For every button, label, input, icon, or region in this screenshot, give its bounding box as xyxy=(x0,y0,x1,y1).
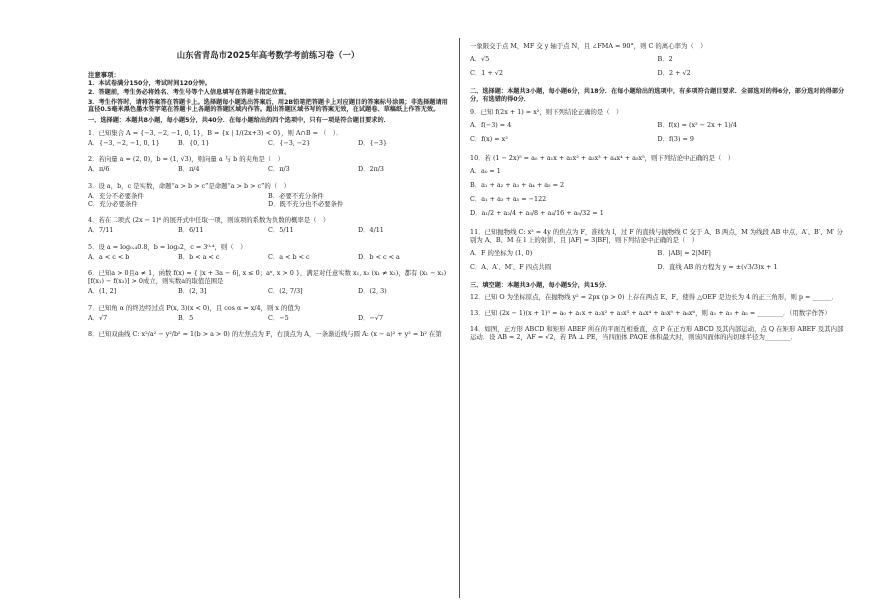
option-a[interactable]: A．π/6 xyxy=(88,165,110,174)
option-c[interactable]: C．π/3 xyxy=(268,165,290,174)
question-stem: 13．已知 (2x − 1)(x + 1)⁵ = a₀ + a₁x + a₂x² + a₃x³ + a₄x⁴ + a₅x⁵ + a₆x⁶，则 a₁ + a₃ + a₅ = ________．（用数字作答） xyxy=(470,309,831,318)
question-block xyxy=(470,154,845,220)
option-c[interactable]: C．1 + √2 xyxy=(470,69,503,77)
option-a[interactable]: A．a₀ = 1 xyxy=(470,166,501,175)
question-stem: 11．已知抛物线 C: x² = 4y 的焦点为 F，准线为 l，过 F 的直线与抛物线 C 交于 A、B 两点，M 为线段 AB 中点，A′、B′、M′ 分别为 A、B、M 在 l 上的射影，且 |AF| = 3|BF|，则下列结论中正确的是（ ） xyxy=(470,227,843,244)
right-question-list xyxy=(470,108,845,274)
option-b[interactable]: B．5 xyxy=(178,313,194,322)
fill-question-14 xyxy=(470,325,845,341)
option-d[interactable]: D．4/11 xyxy=(358,226,384,235)
option-c[interactable]: C．{−3, −2} xyxy=(268,138,311,147)
question-options xyxy=(470,118,845,146)
option-a[interactable]: A．f(−3) = 4 xyxy=(470,120,512,129)
question-block xyxy=(88,155,448,173)
column-divider xyxy=(459,38,460,598)
question-block xyxy=(88,216,448,234)
option-b[interactable]: B．f(x) = (x² − 2x + 1)/4 xyxy=(657,120,737,129)
option-d[interactable]: D．b < c < a xyxy=(358,252,400,261)
option-a[interactable]: A．F 的坐标为 (1, 0) xyxy=(470,248,533,257)
question-options xyxy=(88,165,448,173)
notice-heading: 注意事项： xyxy=(88,70,120,79)
notice-item: 1．本试卷满分150分，考试时间120分钟。 xyxy=(88,80,211,87)
option-c[interactable]: C．(2, 7/3] xyxy=(268,287,303,296)
question-block xyxy=(88,269,448,295)
question-options xyxy=(470,164,845,220)
question-stem: 12．已知 O 为坐标原点，在抛物线 y² = 2px (p > 0) 上存在两点 E、F，使得 △OEF 是边长为 4 的正三角形，则 p = ______． xyxy=(470,293,839,302)
option-d[interactable]: D．既不充分也不必要条件 xyxy=(268,199,344,208)
option-d[interactable]: D．f(3) = 9 xyxy=(657,134,694,143)
option-a[interactable]: A．√5 xyxy=(470,55,490,63)
option-d[interactable]: D．2 + √2 xyxy=(657,69,691,77)
question-options xyxy=(88,139,448,147)
question-options xyxy=(88,287,448,295)
option-a[interactable]: A．√7 xyxy=(88,313,108,322)
option-b[interactable]: B．6/11 xyxy=(178,226,204,235)
option-b[interactable]: B．π/4 xyxy=(178,165,200,174)
left-column xyxy=(88,40,448,347)
option-b[interactable]: B．2 xyxy=(657,55,673,63)
option-d[interactable]: D．(2, 3) xyxy=(358,287,387,296)
question-stem: 2．若向量 a = (2, 0)，b = (1, √3)，则向量 a 与 b 的夹角是（ ） xyxy=(88,155,284,164)
option-a[interactable]: A．充分不必要条件 xyxy=(88,191,144,200)
notice-item: 3．考生作答时，请将答案答在答题卡上。选择题每小题选出答案后，用2B铅笔把答题卡上对应题目的答案标号涂黑；非选择题请用直径0.5毫米黑色墨水签字笔在答题卡上各题的答题区域内作答。超出答题区域书写的答案无效，在试题卷、草稿纸上作答无效。 xyxy=(88,98,448,114)
right-column xyxy=(470,42,845,349)
option-c[interactable]: C．A、A′、M′、F 四点共圆 xyxy=(470,262,552,271)
option-b[interactable]: B．必要不充分条件 xyxy=(268,191,324,200)
option-d[interactable]: D．{−3} xyxy=(358,138,388,147)
option-a[interactable]: A．a < c < b xyxy=(88,252,130,261)
section-two-heading: 二、选择题：本题共3小题，每小题6分，共18分．在每小题给出的选项中，有多项符合题目要求．全部选对的得6分，部分选对的得部分分，有选错的得0分． xyxy=(470,88,845,103)
option-d[interactable]: D．2π/3 xyxy=(358,165,384,174)
question-stem: 7．已知角 α 的终边经过点 P(x, 3)(x < 0)，且 cos α = x/4，则 x 的值为 xyxy=(88,303,301,312)
option-d[interactable]: D．a₁/2 + a₂/4 + a₃/8 + a₄/16 + a₅/32 = 1 xyxy=(470,208,604,217)
question-stem: 1．已知集合 A = {−3, −2, −1, 0, 1}，B = {x | 1/(2x+3) < 0}，则 A∩B = （ ）． xyxy=(88,128,343,137)
question-block xyxy=(88,304,448,322)
question-block xyxy=(470,108,845,146)
question-8-continued xyxy=(470,42,845,80)
option-b[interactable]: B．|AB| = 2|MF| xyxy=(657,248,711,257)
question-options xyxy=(88,192,448,208)
option-b[interactable]: B．{0, 1} xyxy=(178,138,210,147)
option-c[interactable]: C．−5 xyxy=(268,313,289,322)
option-d[interactable]: D．−√7 xyxy=(358,313,384,322)
option-a[interactable]: A．7/11 xyxy=(88,226,114,235)
question-stem: 9．已知 f(2x + 1) = x²，则下列结论正确的是（ ） xyxy=(470,107,623,116)
option-b[interactable]: B．b < a < c xyxy=(178,252,220,261)
notice-item: 2．答题前，考生务必将姓名、考生号等个人信息填写在答题卡指定位置。 xyxy=(88,89,291,97)
question-stem: 3．设 a，b，c 是实数，命题“a > b > c”是命题“a > b > c”的（ ） xyxy=(88,181,290,190)
question-stem: 14．如图，正方形 ABCD 和矩形 ABEF 所在的平面互相垂直，点 P 在正方形 ABCD 及其内部运动，点 Q 在矩形 ABEF 及其内部运动．设 AB = 2，AF = √2，若 PA ⊥ PE，当四面体 PAQE 体积最大时，则该四面体的内切球半径为________． xyxy=(470,325,844,342)
question-block xyxy=(88,182,448,208)
option-a[interactable]: A．{−3, −2, −1, 0, 1} xyxy=(88,138,160,147)
section-one-heading: 一、选择题：本题共8小题，每小题5分，共40分．在每小题给出的四个选项中，只有一项是符合题目要求的． xyxy=(88,117,390,124)
question-stem: 一象限交于点 M，MF 交 y 轴于点 N，且 ∠FMA = 90°，则 C 的离心率为（ ） xyxy=(470,42,707,50)
fill-question-13 xyxy=(470,309,845,317)
question-block xyxy=(88,243,448,261)
question-block xyxy=(88,129,448,147)
question-options xyxy=(88,253,448,261)
option-b[interactable]: B．a₁ + a₂ + a₃ + a₄ + a₅ = 2 xyxy=(470,180,565,189)
question-options xyxy=(470,52,845,80)
option-d[interactable]: D．直线 AB 的方程为 y = ±(√3/3)x + 1 xyxy=(657,262,778,271)
question-stem: 5．设 a = log₀.₄0.8，b = log₃2，c = 3⁰·⁴，则（ ） xyxy=(88,242,247,251)
question-stem: 8．已知双曲线 C: x²/a² − y²/b² = 1(b > a > 0) 的左焦点为 F，右顶点为 A，一条渐近线与圆 A: (x − a)² + y² = b² 在第 xyxy=(88,330,442,339)
option-c[interactable]: C．f(x) = x² xyxy=(470,134,508,143)
question-block xyxy=(88,330,448,338)
option-c[interactable]: C．5/11 xyxy=(268,226,294,235)
option-c[interactable]: C．a₁ + a₃ + a₅ = −122 xyxy=(470,194,547,203)
question-options xyxy=(88,226,448,234)
question-block xyxy=(470,228,845,274)
option-c[interactable]: C．a < b < c xyxy=(268,252,310,261)
question-options xyxy=(88,314,448,322)
option-b[interactable]: B．(2, 3] xyxy=(178,287,207,296)
section-three-heading: 三、填空题：本题共3小题，每小题5分，共15分． xyxy=(470,281,611,289)
fill-question-12 xyxy=(470,293,845,301)
option-a[interactable]: A．(1, 2] xyxy=(88,287,117,296)
left-question-list xyxy=(88,129,448,339)
question-options xyxy=(470,246,845,274)
question-stem: 6．已知a > 0且a ≠ 1，函数 f(x) = { |x + 3a − 6|, x ≤ 0；aˣ, x > 0 }，满足对任意实数 x₁, x₂ (x₁ ≠ x₂)，都有 (x₁ − x₂)[f(x₁) − f(x₂)] > 0成立，则实数a的取值范围是 xyxy=(88,269,447,286)
question-stem: 4．若在二项式 (2x − 1)⁶ 的展开式中任取一项，则该项的系数为负数的概率是（ ） xyxy=(88,216,330,225)
option-c[interactable]: C．充分必要条件 xyxy=(88,199,138,208)
question-stem: 10．若 (1 − 2x)⁵ = a₀ + a₁x + a₂x² + a₃x³ + a₄x⁴ + a₅x⁵，则下列结论中正确的是（ ） xyxy=(470,153,735,162)
exam-title: 山东省青岛市2025年高考数学考前练习卷（一） xyxy=(176,50,360,60)
